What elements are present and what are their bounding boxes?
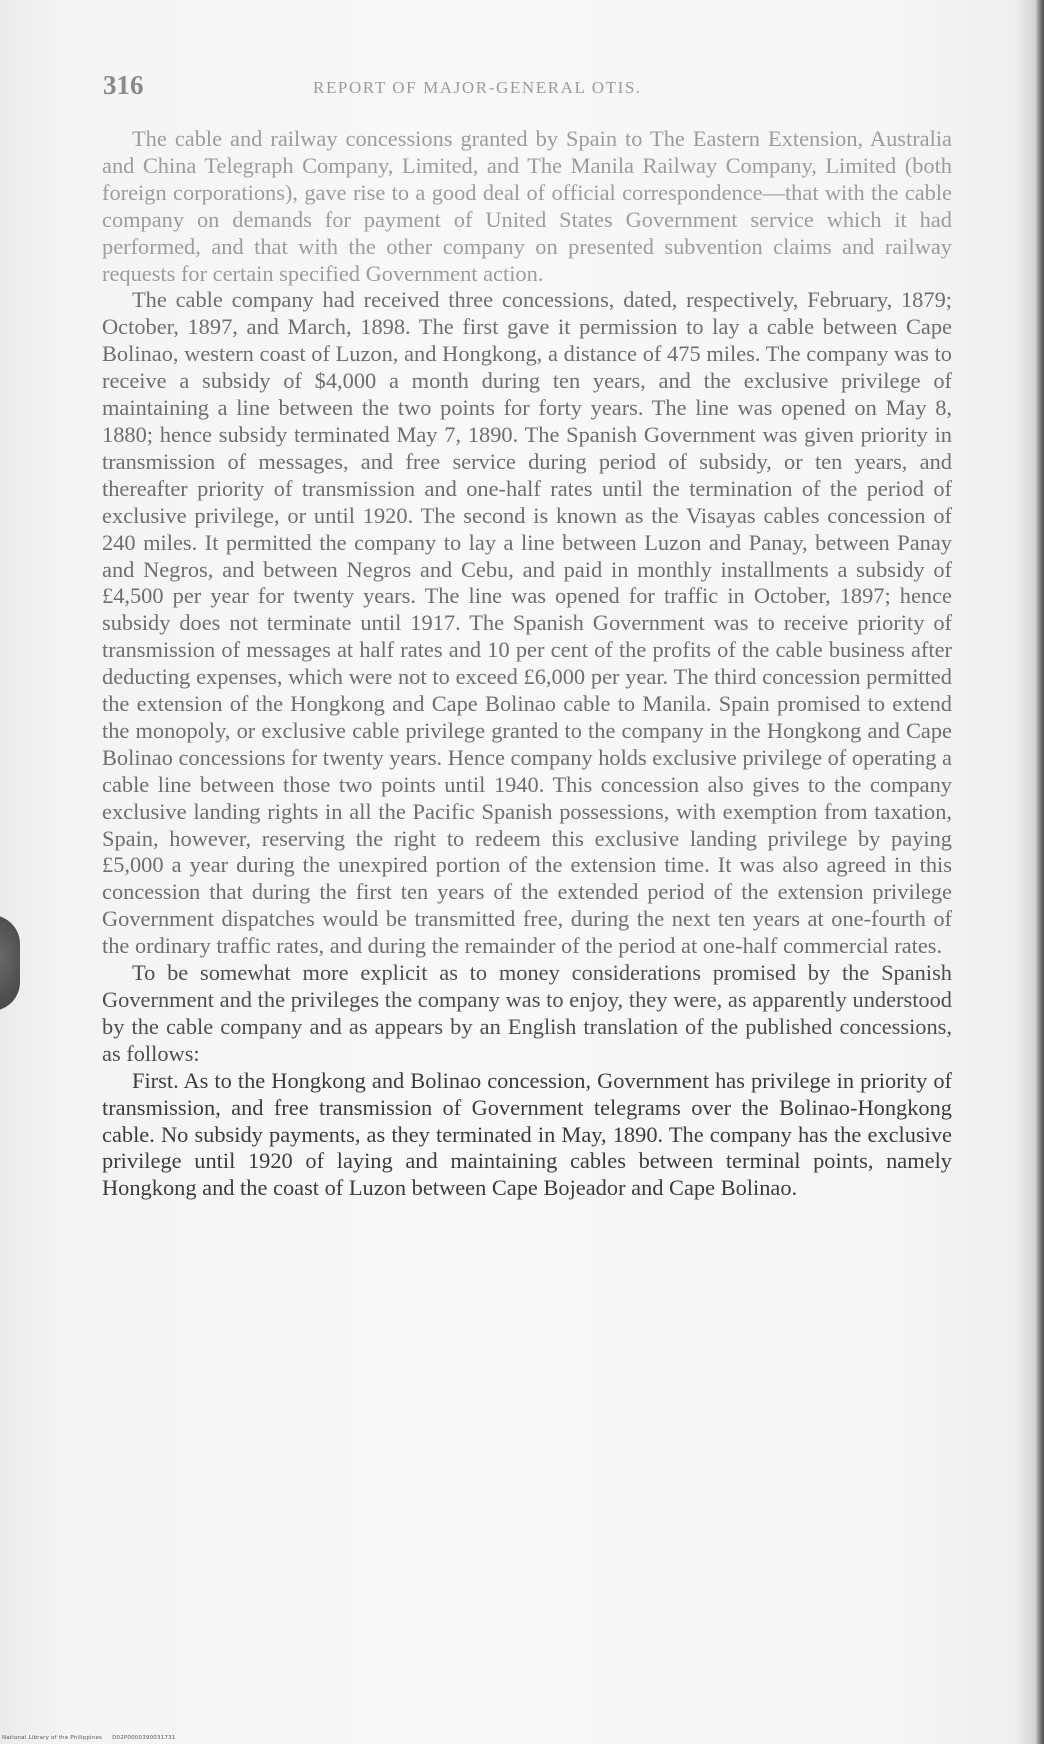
scan-footer — [2, 1735, 176, 1741]
page-number: 316 — [103, 70, 144, 100]
footer-scan-id: D02P0000390031731 — [112, 1735, 176, 1741]
paragraph-cable-railway-intro: The cable and railway concessions granted by Spain to The Eastern Extension, Australia and China Telegraph Company, Limited, and The Manila Railway Company, Limited (both foreign corporations), gave rise to a good deal of official correspondence—that with the cable company on demands for payment of United States Government service which it had performed, and that with the other company on presented subvention claims and railway requests for certain specified Government action. — [102, 126, 952, 286]
paragraph-three-concessions: The cable company had received three concessions, dated, respectively, February, 1879; October, 1897, and March, 1898. The first gave it permission to lay a cable between Cape Bolinao, western coast of Luzon, and Hongkong, a distance of 475 miles. The company was to receive a subsidy of $4,000 a month during ten years, and the exclusive privilege of maintaining a line between the two points for forty years. The line was opened on May 8, 1880; hence subsidy terminated May 7, 1890. The Spanish Government was given priority in transmission of messages, and free service during period of subsidy, or ten years, and thereafter priority of transmission and one-half rates until the termination of the period of exclusive privilege, or until 1920. The second is known as the Visayas cables concession of 240 miles. It permitted the company to lay a line between Luzon and Panay, between Panay and Negros, and between Negros and Cebu, and paid in monthly installments a subsidy of £4,500 per year for twenty years. The line was opened for traffic in October, 1897; hence subsidy does not terminate until 1917. The Spanish Government was to receive priority of transmission of messages at half rates and 10 per cent of the profits of the cable business after deducting expenses, which were not to exceed £6,000 per year. The third concession permitted the extension of the Hongkong and Cape Bolinao cable to Manila. Spain promised to extend the monopoly, or exclusive cable privilege granted to the company in the Hongkong and Cape Bolinao concessions for twenty years. Hence company holds exclusive privilege of operating a cable line between those two points until 1940. This concession also gives to the company exclusive landing rights in all the Pacific Spanish possessions, with exemption from taxation, Spain, however, reserving the right to redeem this exclusive landing privilege by paying £5,000 a year during the unexpired portion of the extension time. It was also agreed in this concession that during the first ten years of the extended period of the extension privilege Government dispatches would be transmitted free, during the next ten years at one-fourth of the ordinary traffic rates, and during the remainder of the period at one-half commercial rates. — [102, 287, 952, 959]
header-title: REPORT OF MAJOR-GENERAL OTIS. — [313, 78, 642, 97]
right-page-margin — [1035, 0, 1044, 1744]
paragraph-money-considerations: To be somewhat more explicit as to money considerations promised by the Spanish Government and the privileges the company was to enjoy, they were, as apparently understood by the cable company and as appears by an English translation of the published concessions, as follows: — [102, 960, 952, 1066]
running-head — [103, 70, 963, 110]
scanner-thumb — [0, 915, 20, 1011]
paragraph-first-concession: First. As to the Hongkong and Bolinao concession, Government has privilege in priority of transmission, and free transmission of Government telegrams over the Bolinao-Hongkong cable. No subsidy payments, as they terminated in May, 1890. The company has the exclusive privilege until 1920 of laying and maintaining cables between terminal points, namely Hongkong and the coast of Luzon between Cape Bojeador and Cape Bolinao. — [102, 1067, 952, 1201]
page-edge-shadow — [1017, 0, 1035, 1744]
body-text — [102, 126, 952, 1202]
footer-library: National Library of the Philippines — [2, 1735, 103, 1741]
